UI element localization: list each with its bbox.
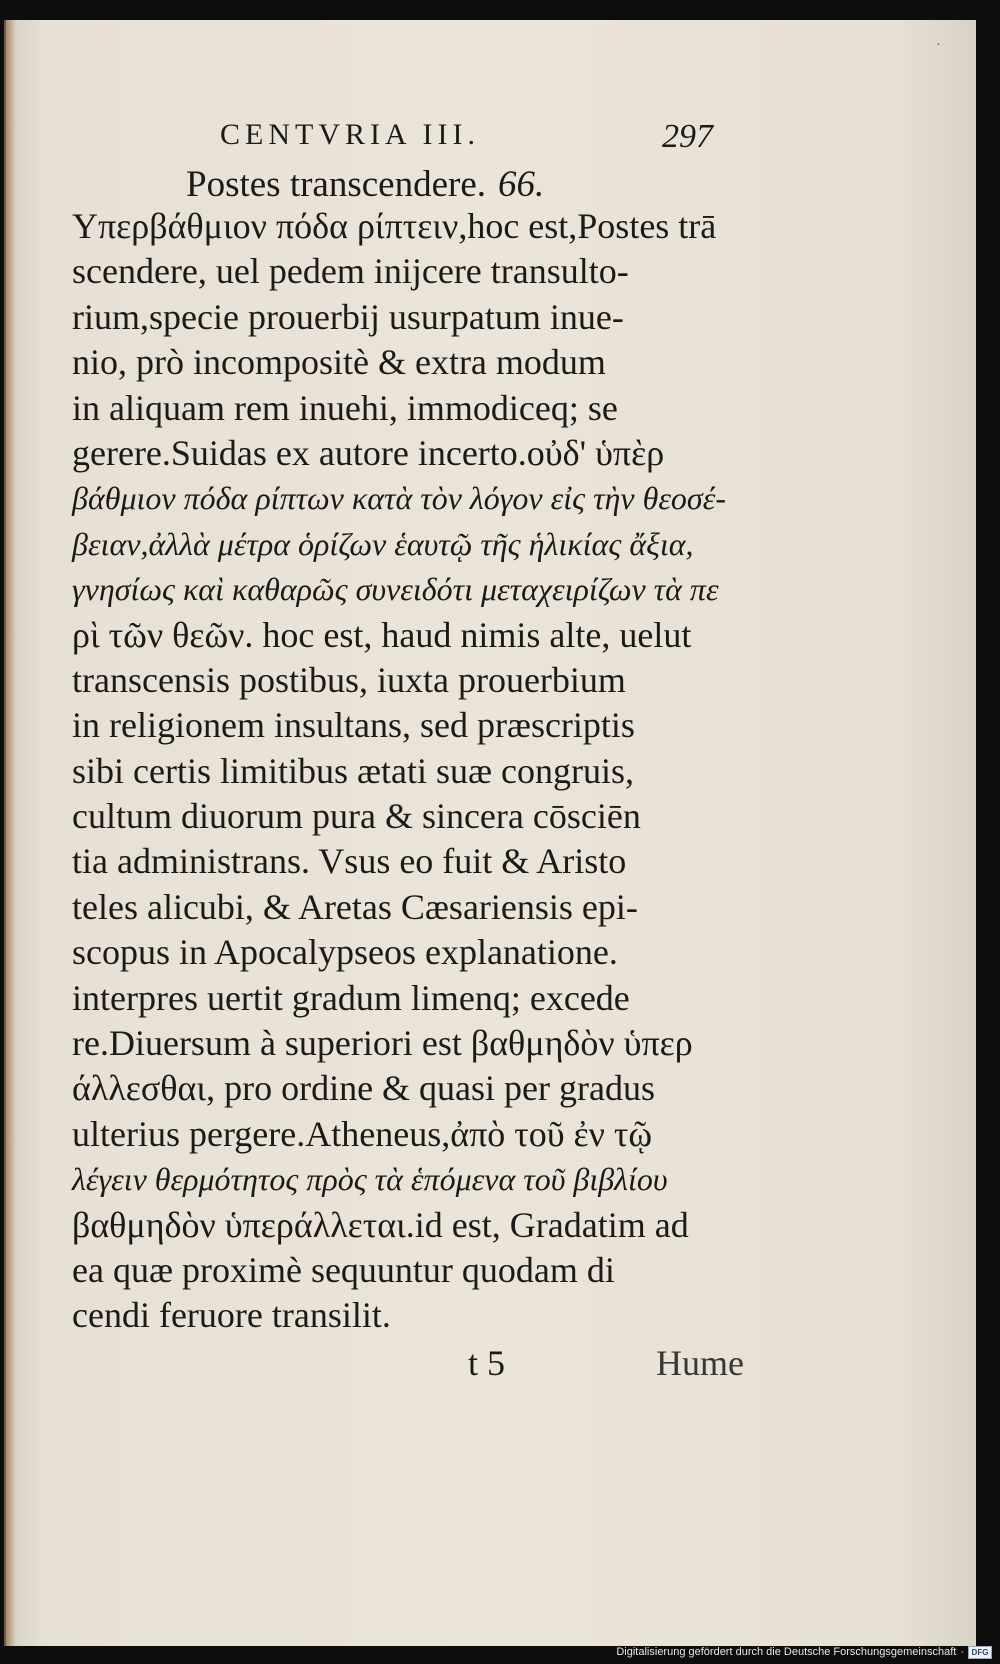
text-line: ea quæ proximè sequuntur quodam di (72, 1249, 615, 1290)
text-line: in religionem insultans, sed præscriptis (72, 705, 635, 746)
text-line: tia administrans. Vsus eo fuit & Aristo (72, 841, 627, 882)
text-line: gerere.Suidas ex autore incerto.οὐδ' ὑπὲρ (72, 432, 665, 473)
signature-mark: t 5 (468, 1343, 506, 1383)
text-line: in aliquam rem inuehi, immodiceq; se (72, 387, 618, 428)
text-line: nio, prò incompositè & extra modum (72, 342, 606, 383)
margin-mark: · (936, 38, 941, 53)
page-foot (6, 1342, 976, 1386)
text-line: interpres uertit gradum limenq; excede (72, 977, 630, 1018)
text-line: ulterius pergere.Atheneus,ἀπὸ τοῦ ἐν τῷ (72, 1113, 653, 1154)
dfg-logo-icon: DFG (968, 1646, 992, 1659)
greek-text-line: βάθμιον πόδα ρίπτων κατὰ τὸν λόγον εἰς τὴν θεοσέ- (72, 480, 726, 517)
text-line: teles alicubi, & Aretas Cæsariensis epi- (72, 886, 638, 927)
entry-number: 66. (498, 164, 545, 205)
text-line: Υπερβάθμιον πόδα ρίπτειν,hoc est,Postes trā (72, 206, 717, 246)
text-line: cendi feruore transilit. (72, 1295, 391, 1336)
text-line: βαθμηδὸν ὑπεράλλεται.id est, Gradatim ad (72, 1204, 689, 1245)
entry-title: Postes transcendere. (186, 164, 487, 205)
text-line: transcensis postibus, iuxta prouerbium (72, 659, 626, 700)
text-line: sibi certis limitibus ætati suæ congruis, (72, 750, 634, 791)
book-page (4, 20, 976, 1646)
entry-heading (186, 163, 544, 206)
text-line: scopus in Apocalypseos explanatione. (72, 932, 618, 973)
body-text (72, 204, 782, 1339)
text-line: άλλεσθαι, pro ordine & quasi per gradus (72, 1068, 655, 1109)
running-head: CENTVRIA III. (220, 118, 480, 151)
text-line: ρὶ τῶν θεῶν. hoc est, haud nimis alte, uelut (72, 614, 692, 655)
digitization-credit: Digitalisierung gefördert durch die Deutsche Forschungsgemeinschaft · DFG (616, 1644, 992, 1660)
credit-text: Digitalisierung gefördert durch die Deutsche Forschungsgemeinschaft (616, 1646, 957, 1658)
catchword: Hume (656, 1343, 744, 1383)
greek-text-line: λέγειν θερμότητος πρὸς τὰ ἑπόμενα τοῦ βιβλίου (72, 1161, 668, 1198)
greek-text-line: γνησίως καὶ καθαρῶς συνειδότι μεταχειρίζων τὰ πε (72, 571, 719, 608)
folio-number: 297 (662, 118, 713, 155)
text-line: rium,specie prouerbij usurpatum inue- (72, 296, 624, 337)
text-line: re.Diuersum à superiori est βαθμηδὸν ὑπερ (72, 1023, 693, 1064)
greek-text-line: βειαν,ἀλλὰ μέτρα ὁρίζων ἑαυτῷ τῆς ἡλικίας ἄξια, (72, 525, 694, 562)
text-line: scendere, uel pedem inijcere transulto- (72, 251, 629, 292)
text-line: cultum diuorum pura & sincera cōsciēn (72, 796, 641, 837)
